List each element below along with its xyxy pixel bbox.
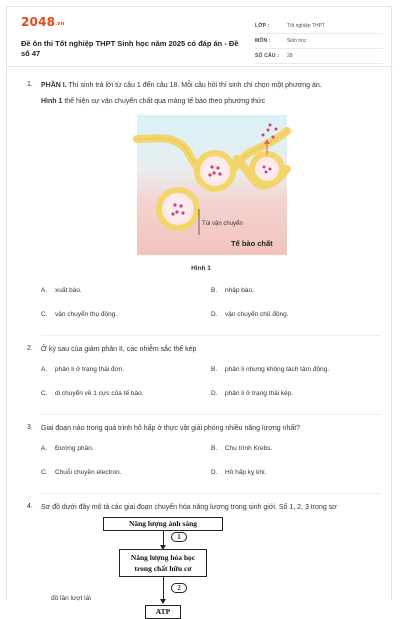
question-number: 4.: [27, 503, 33, 510]
option-a[interactable]: [41, 445, 211, 452]
meta-row-count: [255, 49, 383, 64]
option-letter: A.: [41, 444, 48, 452]
option-b[interactable]: [211, 445, 381, 452]
option-d[interactable]: [211, 311, 381, 318]
option-text: vận chuyển thụ động.: [55, 310, 118, 318]
options: [41, 436, 381, 484]
option-c[interactable]: [41, 390, 211, 397]
question-text: [41, 81, 381, 91]
figure-ref-label: Hình 1: [41, 98, 63, 105]
step-1-marker: 1: [171, 532, 187, 542]
figure-caption: Hình 1: [191, 265, 211, 272]
question-number: 3.: [27, 424, 33, 431]
energy-scheme: [41, 517, 381, 617]
figure-reference: [41, 97, 381, 107]
options-row: [41, 357, 381, 381]
question-text: Ở kỳ sau của giảm phân II, các nhiễm sắc thể kép: [41, 346, 197, 353]
step-2-marker: 2: [171, 583, 187, 593]
scheme-arrow: [160, 599, 166, 604]
document-frame: [6, 6, 392, 616]
question-list: [21, 81, 381, 617]
question-3: [21, 424, 381, 484]
box-line: trong chất hữu cơ: [134, 564, 192, 573]
option-text: nhập bào.: [225, 286, 254, 294]
option-letter: B.: [211, 286, 218, 294]
question-number: 1.: [27, 81, 33, 88]
option-text: vận chuyển chủ động.: [225, 310, 289, 318]
site-logo[interactable]: [21, 15, 65, 29]
logo-suffix: .vn: [55, 21, 65, 27]
option-letter: A.: [41, 365, 48, 373]
option-text: Hô hấp kỵ khí.: [225, 468, 267, 476]
meta-row-subject: [255, 34, 383, 49]
scheme-box-atp: ATP: [145, 605, 181, 619]
option-text: xuất bào.: [55, 286, 82, 294]
option-a[interactable]: [41, 287, 211, 294]
option-text: di chuyển về 1 cực của tế bào.: [55, 389, 144, 397]
option-letter: B.: [211, 444, 218, 452]
question-divider: [41, 335, 381, 336]
option-b[interactable]: [211, 366, 381, 373]
option-letter: A.: [41, 286, 48, 294]
option-letter: D.: [211, 468, 218, 476]
option-a[interactable]: [41, 366, 211, 373]
question-divider: [41, 414, 381, 415]
question-trailing-text: đồ lần lượt là\: [51, 595, 92, 602]
meta-value: 28: [287, 53, 293, 59]
option-letter: D.: [211, 310, 218, 318]
document-header: [7, 7, 393, 67]
question-divider: [41, 493, 381, 494]
vesicle-label: Túi vận chuyển: [202, 221, 243, 227]
option-c[interactable]: [41, 469, 211, 476]
options: [41, 278, 381, 326]
option-letter: C.: [41, 468, 48, 476]
options: [41, 357, 381, 405]
option-b[interactable]: [211, 287, 381, 294]
meta-key: SỐ CÂU :: [255, 53, 280, 59]
options-row: [41, 302, 381, 326]
meta-value: Sinh học: [287, 38, 307, 44]
options-row: [41, 436, 381, 460]
figure-ref-text: thể hiện sự vận chuyển chất qua màng tế bào theo phương thức: [62, 98, 266, 105]
meta-table: [255, 19, 383, 64]
options-row: [41, 460, 381, 484]
box-line: Năng lượng hóa học: [130, 553, 196, 562]
option-d[interactable]: [211, 469, 381, 476]
logo-text: 2048: [21, 15, 56, 29]
question-text: Sơ đồ dưới đây mô tả các giai đoạn chuyển hóa năng lượng trong sinh giới. Số 1, 2, 3 trong sơ: [41, 504, 337, 511]
option-text: phân li ở trạng thái đơn.: [55, 365, 125, 373]
question-1: [21, 81, 381, 326]
meta-value: Tốt nghiệp THPT: [287, 23, 325, 29]
option-text: Chu trình Krebs.: [225, 444, 273, 452]
option-text: Đường phân.: [55, 444, 94, 452]
meta-key: LỚP :: [255, 23, 270, 29]
option-letter: B.: [211, 365, 218, 373]
question-number: 2.: [27, 345, 33, 352]
membrane-illustration: [137, 115, 287, 255]
option-letter: C.: [41, 389, 48, 397]
part-intro: Thí sinh trả lời từ câu 1 đến câu 18. Mỗi câu hỏi thí sinh chỉ chọn một phương án.: [66, 82, 322, 89]
part-label: PHẦN I.: [41, 82, 67, 89]
scheme-connector: [163, 577, 164, 601]
options-row: [41, 278, 381, 302]
question-text: Giai đoạn nào trong quá trình hô hấp ở thực vật giải phóng nhiều năng lượng nhất?: [41, 425, 301, 432]
option-d[interactable]: [211, 390, 381, 397]
option-text: phân li ở trạng thái kép.: [225, 389, 294, 397]
figure-1-image: [137, 115, 287, 255]
options-row: [41, 381, 381, 405]
option-letter: D.: [211, 389, 218, 397]
page-title: Đề ôn thi Tốt nghiệp THPT Sinh học năm 2025 có đáp án - Đề số 47: [21, 39, 239, 58]
meta-row-class: [255, 19, 383, 34]
option-text: Chuỗi chuyền electron.: [55, 468, 122, 476]
question-2: [21, 345, 381, 405]
option-c[interactable]: [41, 311, 211, 318]
meta-key: MÔN :: [255, 38, 271, 44]
option-text: phân li nhưng không tách tâm động.: [225, 365, 330, 373]
cytoplasm-label: Tế bào chất: [231, 239, 273, 248]
scheme-box-chemical-energy: [119, 549, 207, 577]
scheme-box-light-energy: Năng lượng ánh sáng: [103, 517, 223, 531]
question-4: [21, 503, 381, 617]
option-letter: C.: [41, 310, 48, 318]
